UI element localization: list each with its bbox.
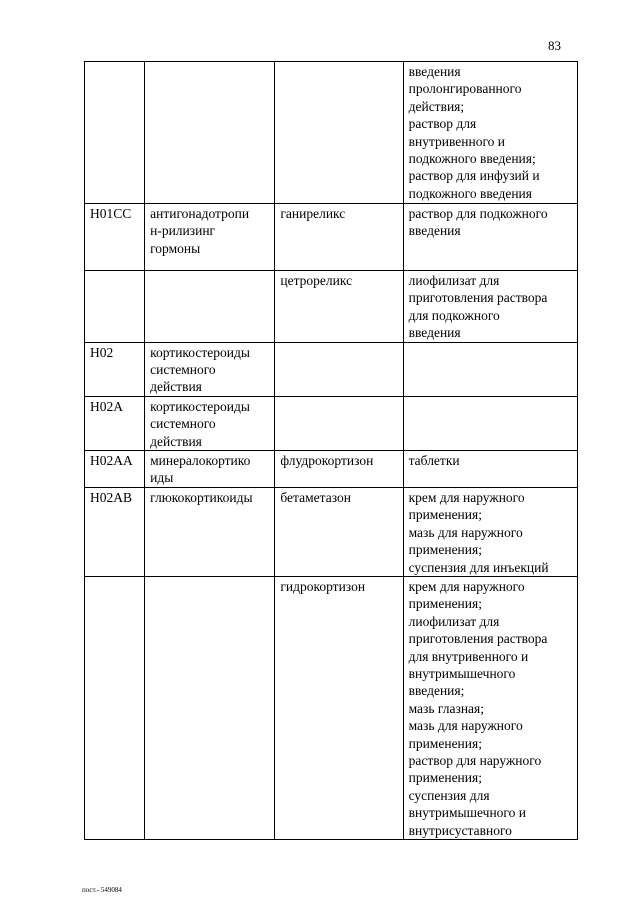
atc-code-cell: H02 xyxy=(85,342,145,396)
dosage-form-cell: введения пролонгированного действия; раствор для внутривенного и подкожного введения; раствор для инфузий и подкожного введения xyxy=(403,62,577,204)
group-name-cell: минералокортико иды xyxy=(145,451,275,488)
group-name-cell: кортикостероиды системного действия xyxy=(145,342,275,396)
table-row xyxy=(85,204,578,271)
group-name-cell: антигонадотропи н-рилизинг гормоны xyxy=(145,204,275,271)
dosage-form-cell: крем для наружного применения; лиофилизат для приготовления раствора для внутривенного и внутримышечного введения; мазь глазная; мазь для наружного применения; раствор для наружного применения; суспензия для внутримышечного и внутрисуставного xyxy=(403,576,577,839)
atc-code-cell xyxy=(85,576,145,839)
group-name-cell xyxy=(145,271,275,343)
drug-name-cell: цетрореликс xyxy=(275,271,403,343)
table-body xyxy=(85,62,578,840)
drug-name-cell: ганиреликс xyxy=(275,204,403,271)
page-number: 83 xyxy=(548,38,561,53)
dosage-form-cell: крем для наружного применения; мазь для наружного применения; суспензия для инъекций xyxy=(403,487,577,576)
atc-code-cell xyxy=(85,271,145,343)
dosage-form-cell: таблетки xyxy=(403,451,577,488)
drug-name-cell xyxy=(275,396,403,450)
table-row xyxy=(85,451,578,488)
table-row xyxy=(85,342,578,396)
atc-code-cell xyxy=(85,62,145,204)
table-row xyxy=(85,487,578,576)
drug-classification-table xyxy=(84,61,578,840)
group-name-cell: глюкокортикоиды xyxy=(145,487,275,576)
drug-name-cell: бетаметазон xyxy=(275,487,403,576)
drug-name-cell xyxy=(275,62,403,204)
atc-code-cell: H02AA xyxy=(85,451,145,488)
dosage-form-cell: лиофилизат для приготовления раствора для подкожного введения xyxy=(403,271,577,343)
group-name-cell xyxy=(145,576,275,839)
dosage-form-cell xyxy=(403,342,577,396)
atc-code-cell: H01CC xyxy=(85,204,145,271)
drug-name-cell xyxy=(275,342,403,396)
dosage-form-cell: раствор для подкожного введения xyxy=(403,204,577,271)
table-row xyxy=(85,396,578,450)
atc-code-cell: H02AB xyxy=(85,487,145,576)
atc-code-cell: H02A xyxy=(85,396,145,450)
table-row xyxy=(85,576,578,839)
dosage-form-cell xyxy=(403,396,577,450)
table-row xyxy=(85,62,578,204)
group-name-cell: кортикостероиды системного действия xyxy=(145,396,275,450)
table-row xyxy=(85,271,578,343)
drug-name-cell: гидрокортизон xyxy=(275,576,403,839)
group-name-cell xyxy=(145,62,275,204)
drug-name-cell: флудрокортизон xyxy=(275,451,403,488)
footer-document-code: пост.- 549084 xyxy=(82,886,122,894)
